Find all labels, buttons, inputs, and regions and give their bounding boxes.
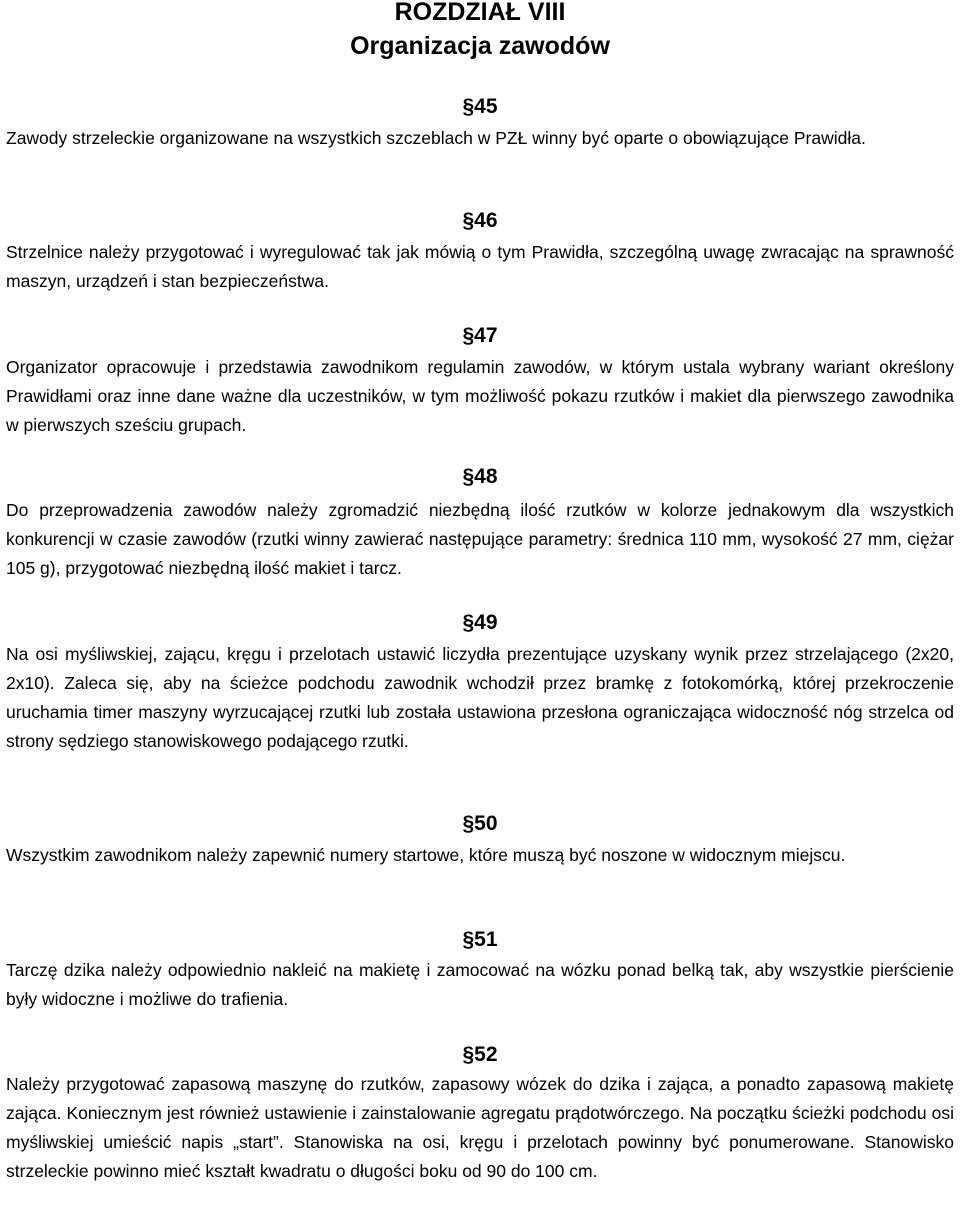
paragraph-text: Do przeprowadzenia zawodów należy zgromadzić niezbędną ilość rzutków w kolorze jednakowym dla wszystkich konkurencji w czasie zawodów (rzutki winny zawierać następujące parametry: średnica 110 mm, wysokość 27 mm, ciężar 105 g), przygotować niezbędną ilość makiet i tarcz.	[6, 500, 954, 578]
paragraph-heading: §49	[462, 611, 498, 634]
paragraph-text: Należy przygotować zapasową maszynę do rzutków, zapasowy wózek do dzika i zająca, a ponadto zapasową makietę zająca. Koniecznym jest również ustawienie i zainstalowanie agregatu prądotwórczego. Na początku ścieżki podchodu osi myśliwskiej umieścić napis „start”. Stanowiska na osi, kręgu i przelotach powinny być ponumerowane. Stanowisko strzeleckie powinno mieć kształt kwadratu o długości boku od 90 do 100 cm.	[6, 1074, 954, 1181]
paragraph-text: Organizator opracowuje i przedstawia zawodnikom regulamin zawodów, w którym ustala wybrany wariant określony Prawidłami oraz inne dane ważne dla uczestników, w tym możliwość pokazu rzutków i makiet dla pierwszego zawodnika w pierwszych sześciu grupach.	[6, 357, 954, 435]
paragraph-heading: §50	[462, 812, 498, 835]
paragraph-heading: §51	[462, 928, 498, 951]
paragraph-text: Strzelnice należy przygotować i wyregulować tak jak mówią o tym Prawidła, szczególną uwagę zwracając na sprawność maszyn, urządzeń i stan bezpieczeństwa.	[6, 242, 954, 291]
paragraph-heading: §48	[462, 465, 498, 488]
paragraph-text: Na osi myśliwskiej, zającu, kręgu i przelotach ustawić liczydła prezentujące uzyskany wynik przez strzelającego (2x20, 2x10). Zaleca się, aby na ścieżce podchodu zawodnik wchodził przez bramkę z fotokomórką, której przekroczenie uruchamia timer maszyny wyrzucającej rzutki lub została ustawiona przesłona ograniczająca widoczność nóg strzelca od strony sędziego stanowiskowego podającego rzutki.	[6, 644, 954, 751]
paragraph-text: Zawody strzeleckie organizowane na wszystkich szczeblach w PZŁ winny być oparte o obowiązujące Prawidła.	[6, 128, 866, 148]
paragraph-heading: §46	[462, 209, 498, 232]
paragraph-text: Tarczę dzika należy odpowiednio nakleić na makietę i zamocować na wózku ponad belką tak, aby wszystkie pierścienie były widoczne i możliwe do trafienia.	[6, 960, 954, 1009]
paragraph-heading: §45	[462, 95, 498, 118]
chapter-number: ROZDZIAŁ VIII	[394, 0, 566, 26]
chapter-title: Organizacja zawodów	[350, 32, 610, 60]
paragraph-heading: §47	[462, 324, 498, 347]
paragraph-text: Wszystkim zawodnikom należy zapewnić numery startowe, które muszą być noszone w widocznym miejscu.	[6, 845, 846, 865]
paragraph-heading: §52	[462, 1043, 498, 1066]
